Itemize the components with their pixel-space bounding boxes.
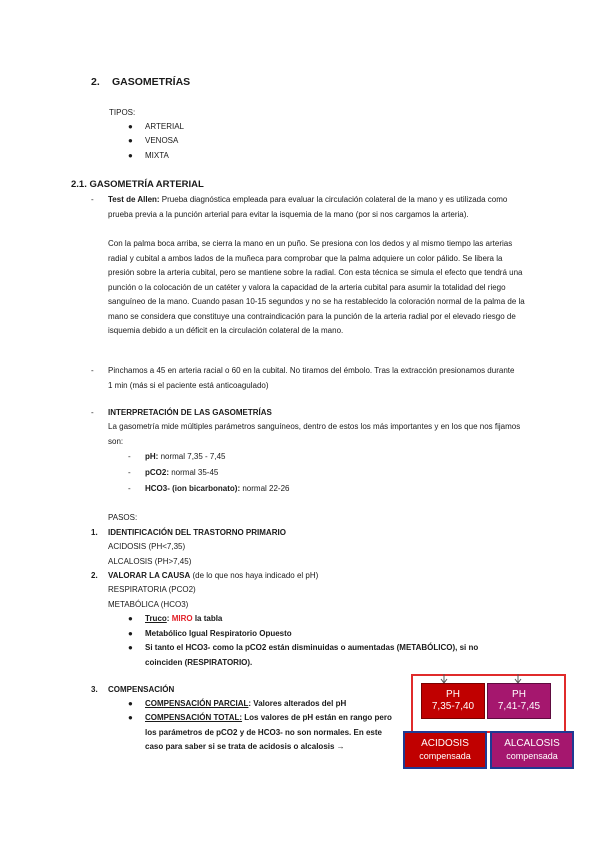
dash-icon: - xyxy=(91,195,94,204)
paso-number: 2. xyxy=(91,571,98,580)
alcalosis-label: ALCALOSIS xyxy=(504,738,560,749)
allen-body: Con la palma boca arriba, se cierra la mano en un puño. Se presiona con los dedos y al mismo tiempo las arterias radial y cubital a ambos lados de la muñeca para comprobar que la palma adquiere un color pálido. Se libera la presión sobre la arteria cubital, pero se mantiene sobre la radial. Con esta técnica se simula el efecto que tendrá una punción o la colocación de un catéter y valora la capacidad de la arteria cubital para asumir la totalidad del riego sanguíneo de la mano. Cuando pasan 10-15 segundos y no se ha restablecido la coloración normal de la palma de la mano se considera que constituye una contraindicación para la punción de la arteria radial por el elevado riesgo de isquemia debido a un déficit en la circulación colateral de la mano. xyxy=(108,239,525,335)
paso-number: 1. xyxy=(91,528,98,537)
param-value: normal 7,35 - 7,45 xyxy=(160,452,226,461)
param-ph xyxy=(145,450,226,465)
paso-2-title xyxy=(108,569,318,584)
metabolico-line: Metabólico Igual Respiratorio Opuesto xyxy=(145,629,292,638)
section-title: GASOMETRÍAS xyxy=(112,76,191,88)
acidosis-sub: compensada xyxy=(419,751,471,761)
comp-total-text: Los valores de pH están en rango pero los parámetros de pCO2 y de HCO3- no son normales. En este caso para saber si se trata de acidosis o alcalosis → xyxy=(145,713,392,751)
ph-alk-box xyxy=(487,683,551,719)
bullet-icon: ● xyxy=(128,713,133,722)
ph-acid-title: PH xyxy=(446,689,460,700)
comp-parcial-line xyxy=(145,697,346,712)
ph-alk-range: 7,41-7,45 xyxy=(497,701,541,712)
interpretacion-intro: La gasometría mide múltiples parámetros sanguíneos, dentro de estos los más importantes y en los que nos fijamos son: xyxy=(108,422,521,446)
paso-2-line: RESPIRATORIA (PCO2) xyxy=(108,585,196,594)
comp-total-label: COMPENSACIÓN TOTAL: xyxy=(145,713,243,722)
allen-label: Test de Allen: xyxy=(108,195,160,204)
allen-paragraph xyxy=(108,193,528,222)
bullet-icon: ● xyxy=(128,699,133,708)
paso-2-title-rest: (de lo que nos haya indicado el pH) xyxy=(192,571,319,580)
dash-icon: - xyxy=(91,366,94,375)
bullet-icon: ● xyxy=(128,614,133,623)
comp-parcial-text: : Valores alterados del pH xyxy=(248,699,347,708)
paso-1-line: ACIDOSIS (PH<7,35) xyxy=(108,542,186,551)
alcalosis-sub: compensada xyxy=(506,751,558,761)
pinchamos-text: Pinchamos a 45 en arteria racial o 60 en la cubital. No tiramos del émbolo. Tras la extracción presionamos durante 1 min (más si el paciente está anticoagulado) xyxy=(108,366,515,390)
interpretacion-title: INTERPRETACIÓN DE LAS GASOMETRÍAS xyxy=(108,408,272,417)
truco-line xyxy=(145,612,222,627)
ph-alk-title: PH xyxy=(512,689,526,700)
param-pco2 xyxy=(145,466,218,481)
allen-intro: Prueba diagnóstica empleada para evaluar la circulación colateral de la mano y es utilizada como prueba previa a la punción arterial para evitar la isquemia de la mano (por si nos cargamos la arteria). xyxy=(108,195,508,219)
tipo-item: MIXTA xyxy=(145,151,169,160)
comp-parcial-label: COMPENSACIÓN PARCIAL xyxy=(145,699,249,708)
paso-2-title-main: VALORAR LA CAUSA xyxy=(108,571,191,580)
truco-red: MIRO xyxy=(171,614,193,623)
param-value: normal 22-26 xyxy=(242,484,290,493)
comp-total-paragraph xyxy=(145,711,393,755)
paso-2-line: METABÓLICA (HCO3) xyxy=(108,600,189,609)
tipos-label: TIPOS: xyxy=(109,108,136,117)
section-number: 2. xyxy=(91,76,100,88)
paso-1-title: IDENTIFICACIÓN DEL TRASTORNO PRIMARIO xyxy=(108,528,286,537)
tipo-item: ARTERIAL xyxy=(145,122,184,131)
si-tanto-line: Si tanto el HCO3- como la pCO2 están disminuidas o aumentadas (METABÓLICO), si no coinciden (RESPIRATORIO). xyxy=(145,643,479,667)
param-hco3 xyxy=(145,482,289,497)
param-label: pCO2: xyxy=(145,468,169,477)
tipo-item: VENOSA xyxy=(145,136,179,145)
bullet-icon: ● xyxy=(128,122,133,131)
dash-icon: - xyxy=(128,452,131,461)
dash-icon: - xyxy=(91,408,94,417)
bullet-icon: ● xyxy=(128,151,133,160)
truco-colon: : xyxy=(166,614,170,623)
acidosis-box xyxy=(403,731,487,769)
paso-1-line: ALCALOSIS (PH>7,45) xyxy=(108,557,192,566)
acidosis-label: ACIDOSIS xyxy=(421,738,469,749)
param-label: HCO3- (ion bicarbonato): xyxy=(145,484,241,493)
pasos-label: PASOS: xyxy=(108,513,138,522)
subsection-title: 2.1. GASOMETRÍA ARTERIAL xyxy=(71,179,204,190)
ph-acid-box xyxy=(421,683,485,719)
truco-rest: la tabla xyxy=(194,614,223,623)
dash-icon: - xyxy=(128,468,131,477)
bullet-icon: ● xyxy=(128,643,133,652)
param-label: pH: xyxy=(145,452,159,461)
alcalosis-box xyxy=(490,731,574,769)
paso-3-title: COMPENSACIÓN xyxy=(108,685,175,694)
bullet-icon: ● xyxy=(128,136,133,145)
param-value: normal 35-45 xyxy=(171,468,219,477)
paso-number: 3. xyxy=(91,685,98,694)
dash-icon: - xyxy=(128,484,131,493)
truco-label: Truco xyxy=(145,614,167,623)
bullet-icon: ● xyxy=(128,629,133,638)
ph-acid-range: 7,35-7,40 xyxy=(431,701,475,712)
